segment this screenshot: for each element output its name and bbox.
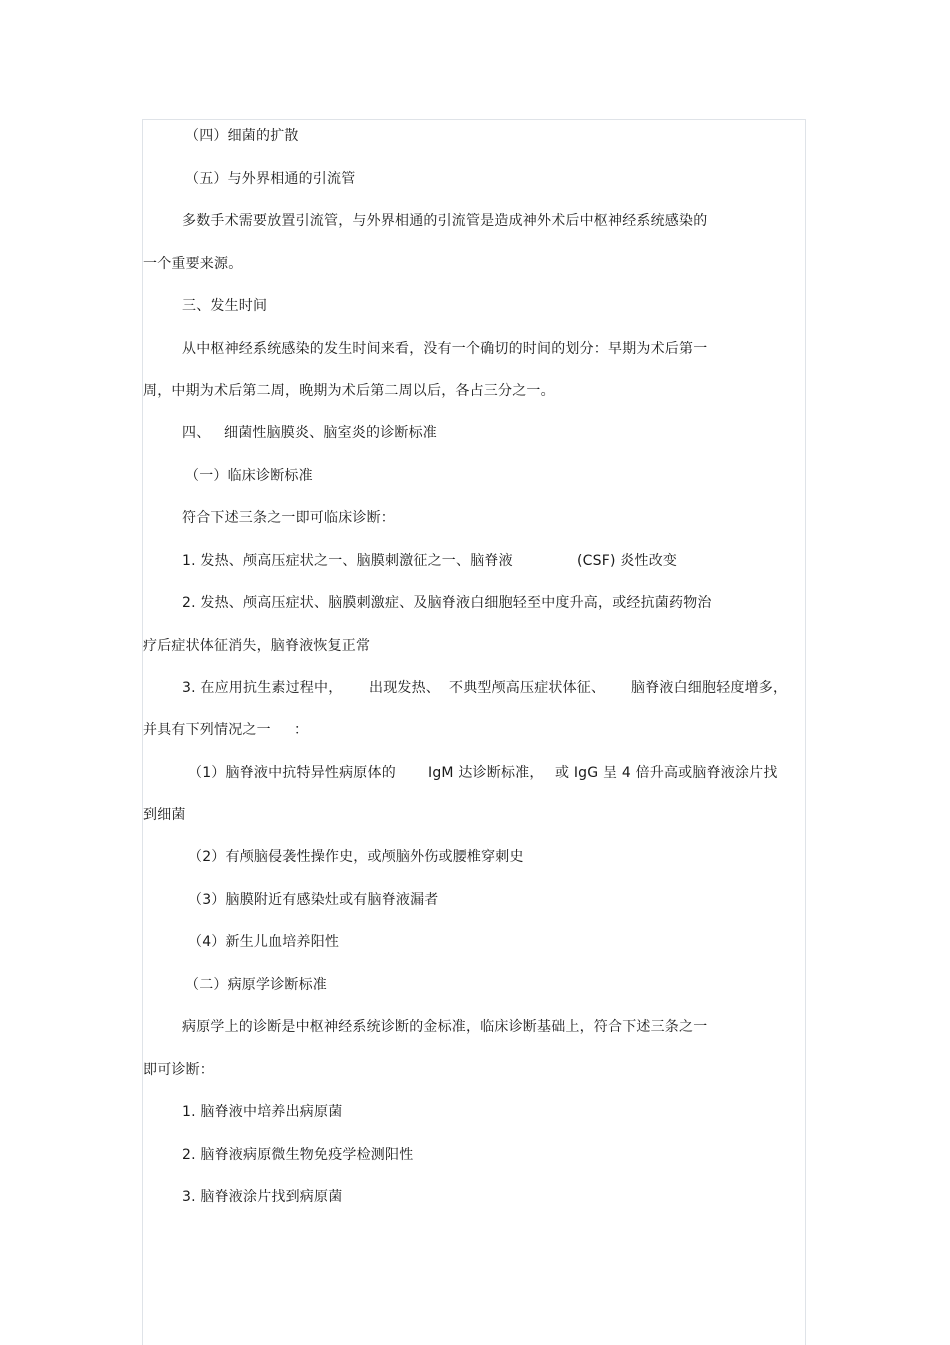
subheading-etiological-criteria: （二）病原学诊断标准: [185, 977, 327, 993]
section-number: 四、: [182, 425, 211, 441]
subheading-clinical-criteria: （一）临床诊断标准: [185, 468, 313, 484]
sub-list-item-fragment: IgM 达诊断标准，: [428, 765, 544, 781]
paragraph-line: 多数手术需要放置引流管，与外界相通的引流管是造成神外术后中枢神经系统感染的: [182, 213, 708, 229]
list-item: 1. 发热、颅高压症状之一、脑膜刺激征之一、脑脊液: [182, 553, 513, 569]
paragraph-line: 一个重要来源。: [143, 256, 243, 272]
paragraph-line: 病原学上的诊断是中枢神经系统诊断的金标准，临床诊断基础上，符合下述三条之一: [182, 1019, 708, 1035]
paragraph-line: 周，中期为术后第二周，晚期为术后第二周以后，各占三分之一。: [143, 383, 555, 399]
list-item: 2. 脑脊液病原微生物免疫学检测阳性: [182, 1147, 414, 1163]
heading-drainage-tube: （五）与外界相通的引流管: [185, 171, 356, 187]
sub-list-item: （2）有颅脑侵袭性操作史，或颅脑外伤或腰椎穿刺史: [188, 849, 524, 865]
heading-bacteria-spread: （四）细菌的扩散: [185, 128, 299, 144]
list-item-fragment: 脑脊液白细胞轻度增多，: [631, 680, 788, 696]
list-item: 1. 脑脊液中培养出病原菌: [182, 1104, 343, 1120]
list-item-fragment: ：: [294, 722, 309, 738]
sub-list-item: （4）新生儿血培养阳性: [188, 934, 340, 950]
list-item-fragment: 不典型颅高压症状体征、: [449, 680, 606, 696]
list-item-continuation: 并具有下列情况之一: [143, 722, 271, 738]
section-heading-onset-time: 三、发生时间: [182, 298, 268, 314]
list-item-fragment: 出现发热、: [369, 680, 440, 696]
sub-list-item-fragment: 或 IgG 呈 4 倍升高或脑脊液涂片找: [555, 765, 778, 781]
sub-list-item: （3）脑膜附近有感染灶或有脑脊液漏者: [188, 892, 439, 908]
list-item-continuation: 疗后症状体征消失，脑脊液恢复正常: [143, 638, 371, 654]
list-item: 3. 在应用抗生素过程中，: [182, 680, 343, 696]
paragraph-line: 从中枢神经系统感染的发生时间来看，没有一个确切的时间的划分：早期为术后第一: [182, 341, 708, 357]
list-item: 2. 发热、颅高压症状、脑膜刺激症、及脑脊液白细胞轻至中度升高，或经抗菌药物治: [182, 595, 712, 611]
list-item: 3. 脑脊液涂片找到病原菌: [182, 1189, 343, 1205]
paragraph-line: 符合下述三条之一即可临床诊断：: [182, 510, 395, 526]
sub-list-item: （1）脑脊液中抗特异性病原体的: [188, 765, 396, 781]
sub-list-item-continuation: 到细菌: [143, 807, 186, 823]
section-heading-diagnosis-criteria: 细菌性脑膜炎、脑室炎的诊断标准: [224, 425, 437, 441]
list-item-continuation: (CSF) 炎性改变: [577, 553, 678, 569]
paragraph-line: 即可诊断：: [143, 1062, 214, 1078]
